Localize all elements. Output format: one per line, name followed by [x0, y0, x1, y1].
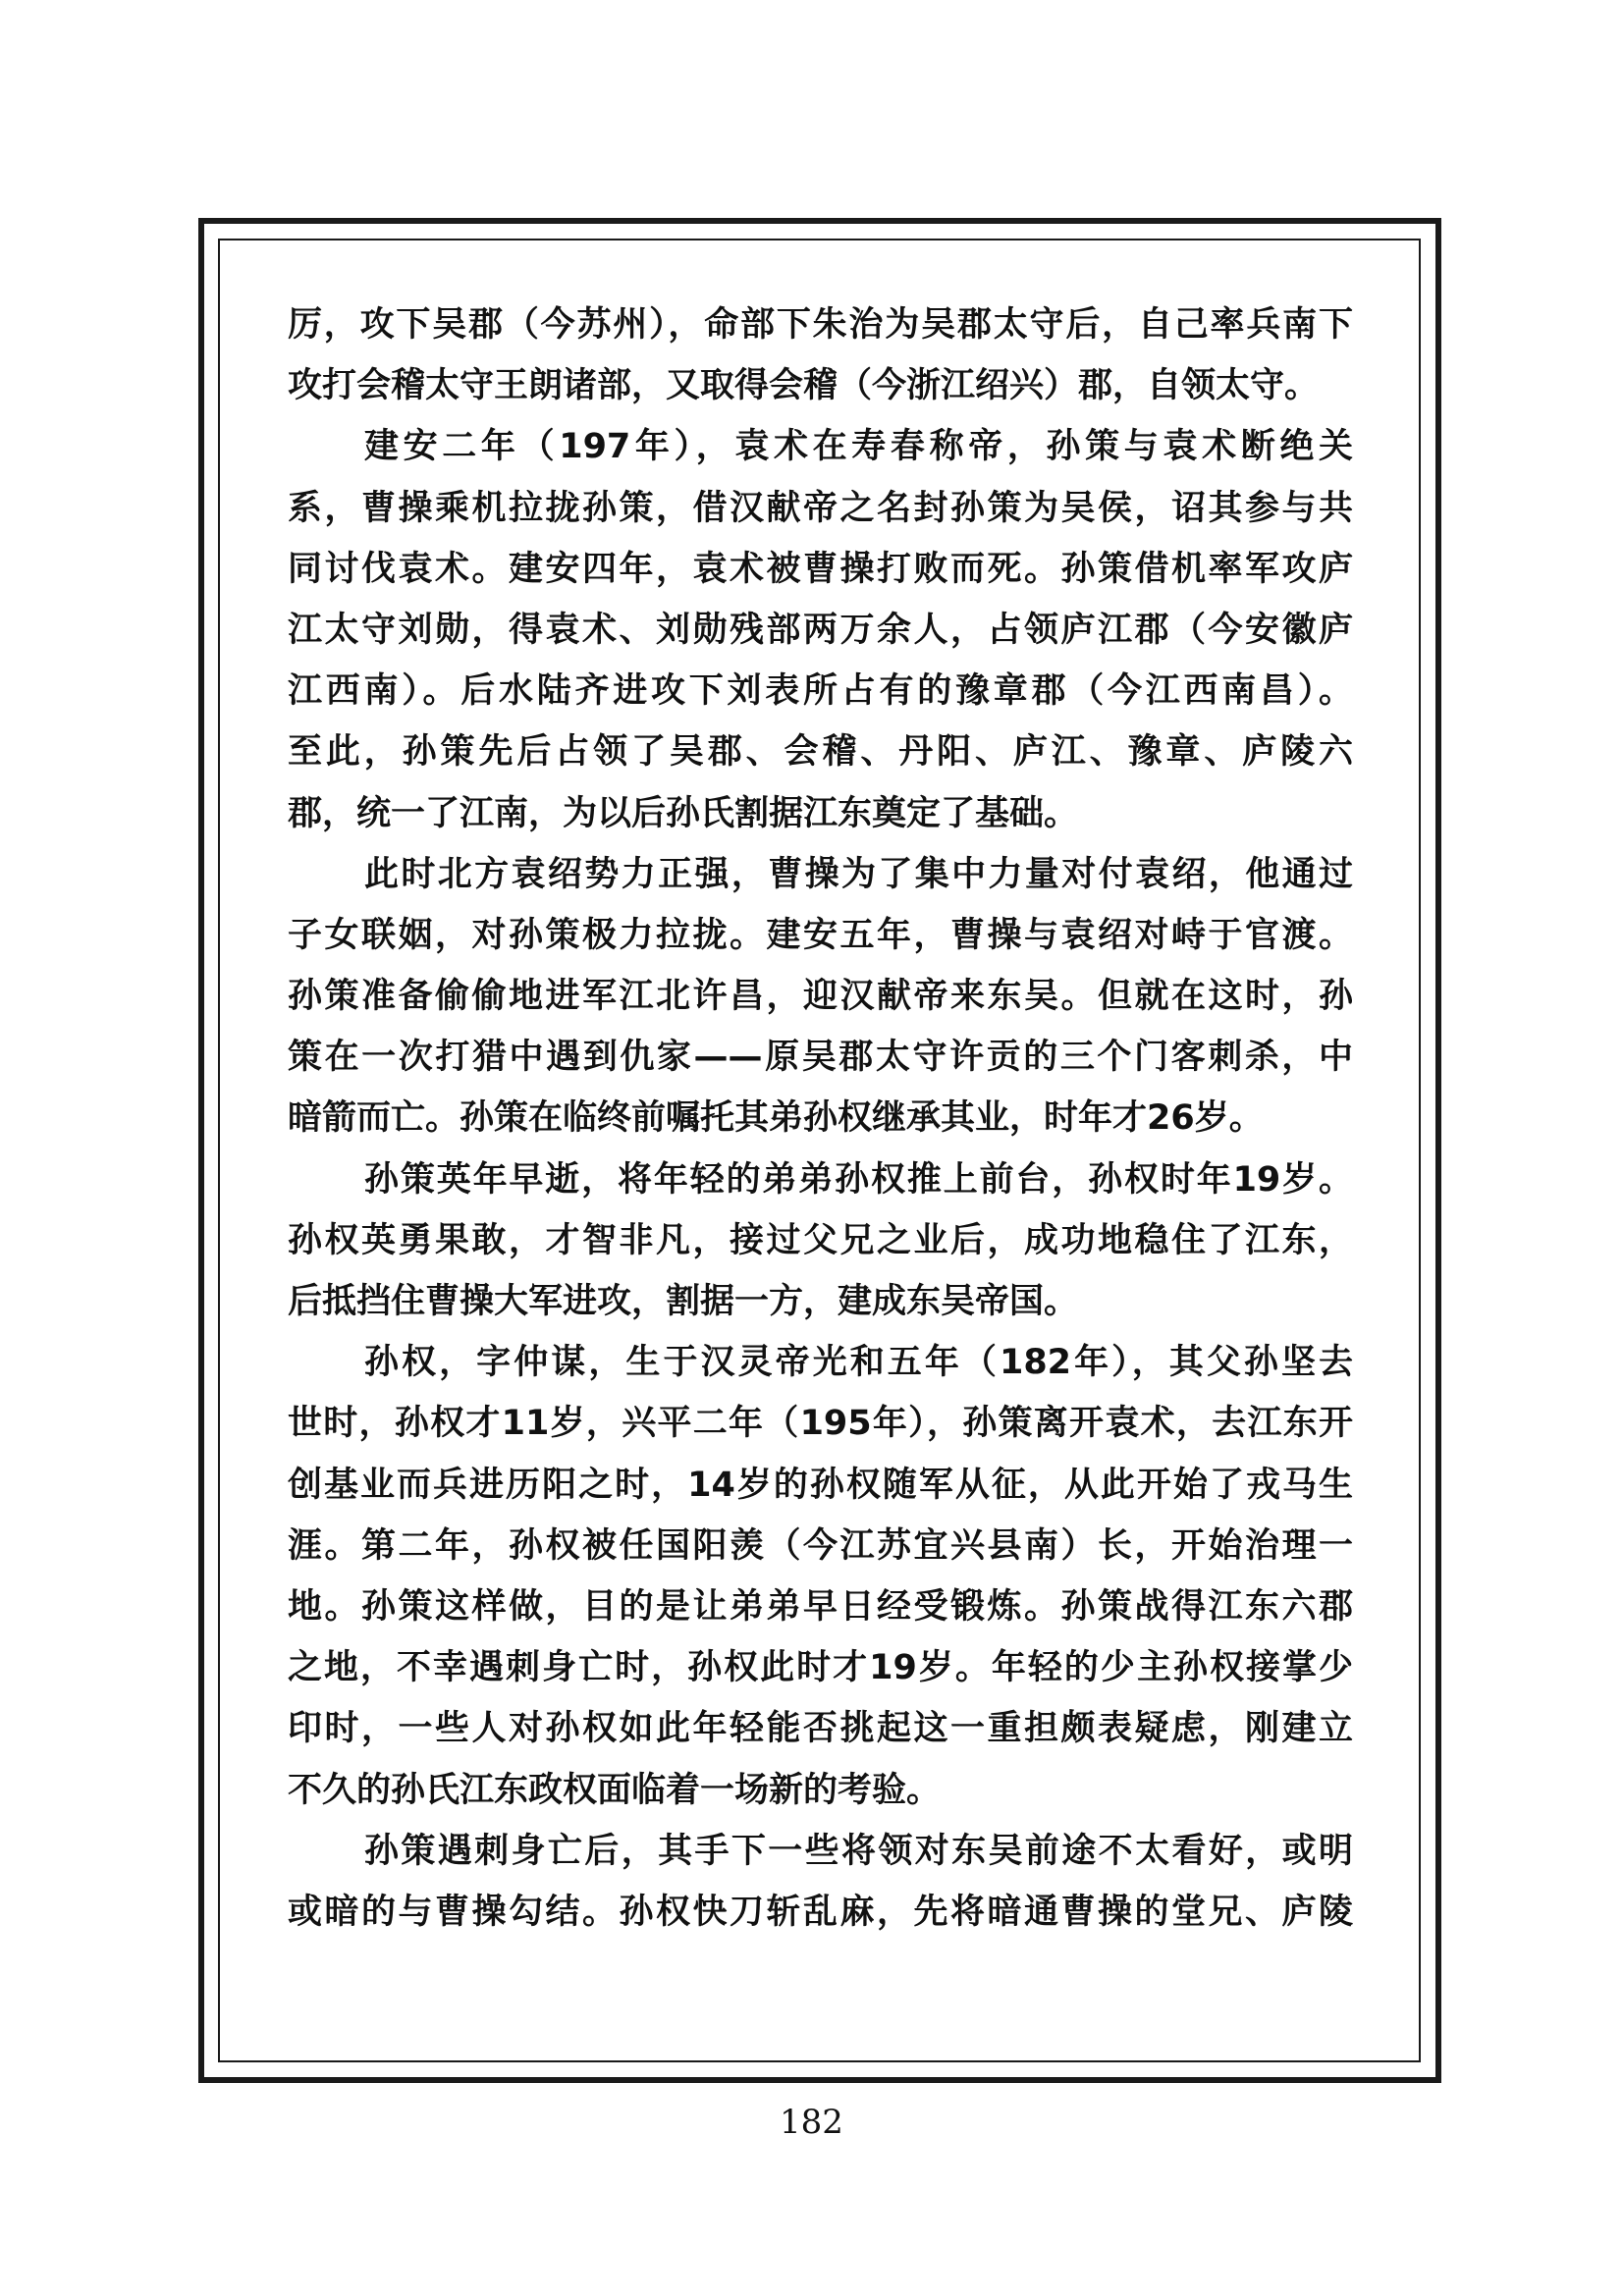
- text-line: 建安二年（197年），袁术在寿春称帝，孙策与袁术断绝关: [364, 427, 1353, 467]
- text-line: 之地，不幸遇刺身亡时，孙权此时才19岁。年轻的少主孙权接掌少: [288, 1648, 1353, 1688]
- text-line: 不久的孙氏江东政权面临着一场新的考验。: [288, 1770, 942, 1810]
- text-line: 印时，一些人对孙权如此年轻能否挑起这一重担颇表疑虑，刚建立: [288, 1709, 1353, 1749]
- text-line: 创基业而兵进历阳之时，14岁的孙权随军从征，从此开始了戎马生: [288, 1465, 1353, 1505]
- text-line: 孙策准备偷偷地进军江北许昌，迎汉献帝来东吴。但就在这时，孙: [288, 977, 1353, 1017]
- text-line: 孙策遇刺身亡后，其手下一些将领对东吴前途不太看好，或明: [364, 1831, 1353, 1871]
- body-text: [288, 294, 1353, 1943]
- text-line: 同讨伐袁术。建安四年，袁术被曹操打败而死。孙策借机率军攻庐: [288, 549, 1353, 589]
- text-line: 江太守刘勋，得袁术、刘勋残部两万余人，占领庐江郡（今安徽庐: [288, 610, 1353, 650]
- text-line: 策在一次打猎中遇到仇家——原吴郡太守许贡的三个门客刺杀，中: [288, 1038, 1353, 1078]
- text-line: 孙策英年早逝，将年轻的弟弟孙权推上前台，孙权时年19岁。: [364, 1159, 1353, 1200]
- text-line: 孙权，字仲谋，生于汉灵帝光和五年（182年），其父孙坚去: [364, 1343, 1353, 1383]
- text-line: 或暗的与曹操勾结。孙权快刀斩乱麻，先将暗通曹操的堂兄、庐陵: [288, 1892, 1353, 1932]
- text-line: 子女联姻，对孙策极力拉拢。建安五年，曹操与袁绍对峙于官渡。: [288, 915, 1353, 955]
- text-line: 厉，攻下吴郡（今苏州），命部下朱治为吴郡太守后，自己率兵南下: [288, 305, 1353, 345]
- text-line: 系，曹操乘机拉拢孙策，借汉献帝之名封孙策为吴侯，诏其参与共: [288, 488, 1353, 528]
- text-line: 孙权英勇果敢，才智非凡，接过父兄之业后，成功地稳住了江东，: [288, 1220, 1353, 1260]
- text-line: 攻打会稽太守王朗诸部，又取得会稽（今浙江绍兴）郡，自领太守。: [288, 366, 1320, 406]
- text-line: 此时北方袁绍势力正强，曹操为了集中力量对付袁绍，他通过: [364, 854, 1353, 894]
- text-line: 暗箭而亡。孙策在临终前嘱托其弟孙权继承其业，时年才26岁。: [288, 1098, 1264, 1139]
- text-line: 至此，孙策先后占领了吴郡、会稽、丹阳、庐江、豫章、庐陵六: [288, 732, 1353, 773]
- text-line: 郡，统一了江南，为以后孙氏割据江东奠定了基础。: [288, 793, 1079, 833]
- text-line: 世时，孙权才11岁，兴平二年（195年），孙策离开袁术，去江东开: [288, 1404, 1353, 1444]
- text-line: 江西南）。后水陆齐进攻下刘表所占有的豫章郡（今江西南昌）。: [288, 671, 1353, 712]
- text-line: 地。孙策这样做，目的是让弟弟早日经受锻炼。孙策战得江东六郡: [288, 1586, 1353, 1627]
- page-number: 182: [780, 2103, 843, 2142]
- text-line: 后抵挡住曹操大军进攻，割据一方，建成东吴帝国。: [288, 1282, 1079, 1321]
- text-line: 涯。第二年，孙权被任国阳羡（今江苏宜兴县南）长，开始治理一: [288, 1525, 1353, 1566]
